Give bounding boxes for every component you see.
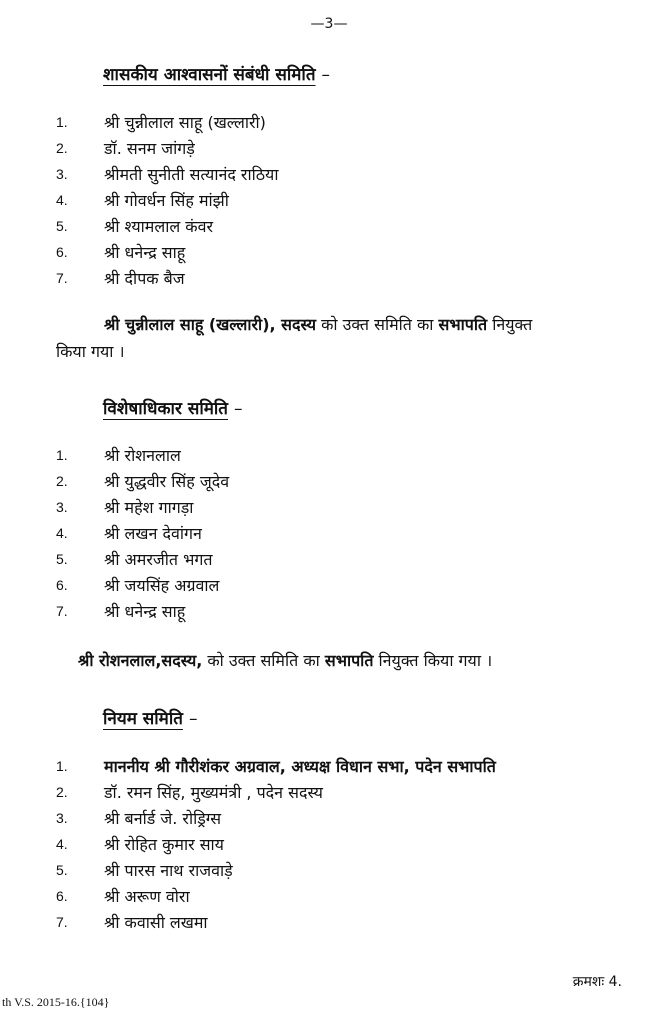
note-text: नियुक्त bbox=[487, 315, 533, 334]
list-item bbox=[0, 755, 658, 781]
item-number: 7. bbox=[56, 603, 68, 619]
member-name: श्री श्यामलाल कंवर bbox=[104, 217, 214, 236]
heading-dash: – bbox=[321, 65, 331, 85]
member-name: श्री महेश गागड़ा bbox=[104, 498, 194, 517]
item-number: 3. bbox=[56, 166, 68, 182]
item-number: 6. bbox=[56, 577, 68, 593]
continued-marker: क्रमशः 4. bbox=[572, 974, 622, 990]
member-name: श्री चुन्नीलाल साहू (खल्लारी) bbox=[104, 113, 266, 132]
item-number: 6. bbox=[56, 888, 68, 904]
list-item bbox=[0, 189, 658, 215]
member-name: श्री पारस नाथ राजवाड़े bbox=[104, 861, 233, 880]
item-number: 7. bbox=[56, 270, 68, 286]
member-name: श्री रोशनलाल bbox=[104, 446, 181, 465]
list-item bbox=[0, 600, 658, 626]
list-item bbox=[0, 885, 658, 911]
chair-role: सभापति bbox=[438, 315, 488, 334]
member-name: श्री धनेन्द्र साहू bbox=[104, 243, 186, 262]
list-item bbox=[0, 807, 658, 833]
member-name: श्री अमरजीत भगत bbox=[104, 550, 213, 569]
member-name: श्री कवासी लखमा bbox=[104, 913, 208, 932]
item-number: 1. bbox=[56, 114, 68, 130]
page-number: —3— bbox=[310, 16, 348, 32]
item-number: 1. bbox=[56, 447, 68, 463]
member-name: श्री रोहित कुमार साय bbox=[104, 835, 224, 854]
item-number: 2. bbox=[56, 784, 68, 800]
item-number: 7. bbox=[56, 914, 68, 930]
member-name: डॉ. सनम जांगड़े bbox=[104, 139, 195, 158]
item-number: 4. bbox=[56, 836, 68, 852]
member-name: श्री युद्धवीर सिंह जूदेव bbox=[104, 472, 230, 491]
member-name: डॉ. रमन सिंह, मुख्यमंत्री , पदेन सदस्य bbox=[104, 783, 323, 802]
note-text: नियुक्त किया गया । bbox=[373, 651, 493, 670]
list-item bbox=[0, 267, 658, 293]
member-name: श्रीमती सुनीती सत्यानंद राठिया bbox=[104, 165, 279, 184]
item-number: 5. bbox=[56, 218, 68, 234]
section-heading-assurances bbox=[103, 62, 330, 85]
section-heading-text: शासकीय आश्वासनों संबंधी समिति bbox=[103, 65, 316, 85]
list-item bbox=[0, 241, 658, 267]
member-name: श्री गोवर्धन सिंह मांझी bbox=[104, 191, 229, 210]
chair-role: सभापति bbox=[324, 651, 374, 670]
list-item bbox=[0, 911, 658, 937]
note-text: को उक्त समिति का bbox=[202, 651, 325, 670]
item-number: 5. bbox=[56, 862, 68, 878]
heading-dash: – bbox=[188, 709, 198, 729]
member-name: श्री लखन देवांगन bbox=[104, 524, 202, 543]
item-number: 2. bbox=[56, 473, 68, 489]
list-item bbox=[0, 833, 658, 859]
appointment-note-privileges bbox=[78, 648, 638, 674]
list-item bbox=[0, 444, 658, 470]
chair-name: श्री रोशनलाल,सदस्य, bbox=[78, 651, 203, 670]
document-reference: th V.S. 2015-16.{104} bbox=[2, 995, 110, 1009]
member-name: श्री दीपक बैज bbox=[104, 269, 185, 288]
member-name: श्री जयसिंह अग्रवाल bbox=[104, 576, 220, 595]
list-item bbox=[0, 859, 658, 885]
member-name: माननीय श्री गौरीशंकर अग्रवाल, अध्यक्ष विधान सभा, पदेन सभापति bbox=[104, 757, 496, 776]
list-item bbox=[0, 574, 658, 600]
list-item bbox=[0, 522, 658, 548]
note-text: को उक्त समिति का bbox=[315, 315, 439, 334]
list-item bbox=[0, 111, 658, 137]
item-number: 3. bbox=[56, 499, 68, 515]
section-heading-text: विशेषाधिकार समिति bbox=[103, 399, 228, 419]
item-number: 6. bbox=[56, 244, 68, 260]
item-number: 5. bbox=[56, 551, 68, 567]
item-number: 4. bbox=[56, 192, 68, 208]
member-list-assurances bbox=[0, 111, 658, 293]
member-name: श्री अरूण वोरा bbox=[104, 887, 190, 906]
heading-dash: – bbox=[234, 399, 243, 419]
list-item bbox=[0, 215, 658, 241]
list-item bbox=[0, 548, 658, 574]
section-heading-rules bbox=[103, 706, 197, 729]
section-heading-text: नियम समिति bbox=[103, 709, 183, 729]
list-item bbox=[0, 781, 658, 807]
appointment-note-assurances bbox=[104, 312, 624, 338]
list-item bbox=[0, 470, 658, 496]
member-list-rules bbox=[0, 755, 658, 937]
item-number: 2. bbox=[56, 140, 68, 156]
item-number: 1. bbox=[56, 758, 68, 774]
chair-name: श्री चुन्नीलाल साहू (खल्लारी), सदस्य bbox=[104, 315, 316, 334]
item-number: 3. bbox=[56, 810, 68, 826]
member-name: श्री धनेन्द्र साहू bbox=[104, 602, 186, 621]
list-item bbox=[0, 137, 658, 163]
member-name: श्री बर्नार्ड जे. रोड्रिग्स bbox=[104, 809, 222, 828]
member-list-privileges bbox=[0, 444, 658, 626]
section-heading-privileges bbox=[103, 396, 243, 419]
appointment-note-line2: किया गया । bbox=[56, 342, 125, 361]
item-number: 4. bbox=[56, 525, 68, 541]
list-item bbox=[0, 496, 658, 522]
list-item bbox=[0, 163, 658, 189]
